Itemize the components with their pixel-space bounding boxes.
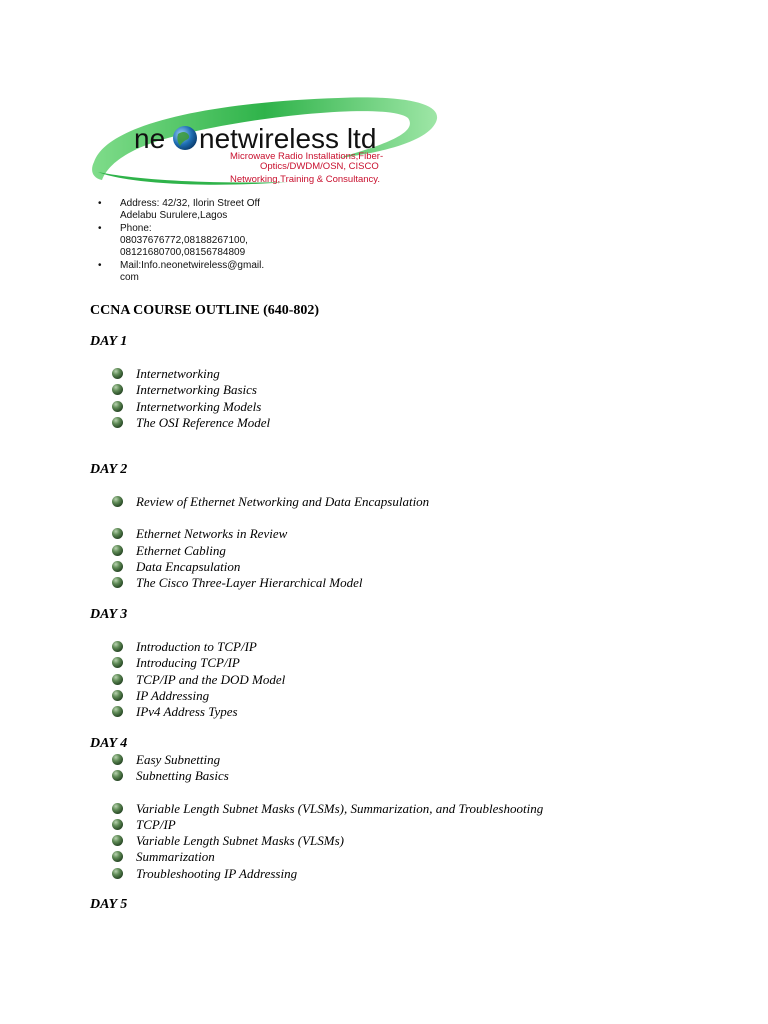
- bullet-icon: [112, 868, 123, 879]
- day-1-topics: [112, 366, 270, 431]
- company-logo: [88, 92, 444, 188]
- list-item: Easy Subnetting: [112, 752, 543, 768]
- day-3-heading: DAY 3: [90, 607, 128, 622]
- day-4-heading: DAY 4: [90, 736, 128, 751]
- list-item: Ethernet Networks in Review: [112, 526, 429, 542]
- bullet-icon: [112, 401, 123, 412]
- bullet-icon: [112, 851, 123, 862]
- bullet-icon: [112, 690, 123, 701]
- logo-name-pre: ne: [134, 123, 166, 154]
- bullet-icon: [112, 545, 123, 556]
- bullet-icon: [112, 770, 123, 781]
- logo-tagline-3: Networking,Training & Consultancy.: [230, 174, 380, 185]
- logo-tagline-1: Microwave Radio Installations,Fiber-: [230, 151, 384, 162]
- list-item: Variable Length Subnet Masks (VLSMs): [112, 833, 543, 849]
- bullet-icon: [112, 674, 123, 685]
- bullet-icon: [112, 417, 123, 428]
- bullet-icon: [112, 835, 123, 846]
- list-item: Data Encapsulation: [112, 559, 429, 575]
- list-item: Internetworking Basics: [112, 382, 270, 398]
- bullet-icon: [112, 803, 123, 814]
- list-item: IPv4 Address Types: [112, 704, 285, 720]
- list-item: Internetworking: [112, 366, 270, 382]
- bullet-icon: [112, 754, 123, 765]
- bullet-icon: [112, 561, 123, 572]
- bullet-icon: [112, 384, 123, 395]
- list-item: Introducing TCP/IP: [112, 655, 285, 671]
- list-item: Variable Length Subnet Masks (VLSMs), Summarization, and Troubleshooting: [112, 801, 543, 817]
- contact-phone: • Phone: 08037676772,08188267100, 08121680700,08156784809: [98, 223, 264, 259]
- bullet-icon: [112, 706, 123, 717]
- list-item: Ethernet Cabling: [112, 543, 429, 559]
- contact-address: • Address: 42/32, Ilorin Street Off Adelabu Surulere,Lagos: [98, 198, 264, 222]
- day-2-topics: [112, 494, 429, 591]
- logo-name-post: netwireless ltd: [199, 123, 377, 154]
- day-1-heading: DAY 1: [90, 334, 128, 349]
- list-item: The OSI Reference Model: [112, 415, 270, 431]
- logo-tagline-2: Optics/DWDM/OSN, CISCO: [260, 161, 379, 172]
- list-item: Troubleshooting IP Addressing: [112, 866, 543, 882]
- bullet-icon: [112, 528, 123, 539]
- page-title: CCNA COURSE OUTLINE (640-802): [90, 303, 320, 318]
- bullet-icon: [112, 577, 123, 588]
- bullet-icon: [112, 819, 123, 830]
- list-item: Review of Ethernet Networking and Data Encapsulation: [112, 494, 429, 510]
- day-4-topics: [112, 752, 543, 882]
- list-item: Summarization: [112, 849, 543, 865]
- list-item: The Cisco Three-Layer Hierarchical Model: [112, 575, 429, 591]
- bullet-icon: [112, 368, 123, 379]
- contact-email: • Mail:Info.neonetwireless@gmail. com: [98, 260, 264, 284]
- bullet-icon: [112, 657, 123, 668]
- list-item: IP Addressing: [112, 688, 285, 704]
- list-item: Introduction to TCP/IP: [112, 639, 285, 655]
- list-item: Internetworking Models: [112, 399, 270, 415]
- list-item: TCP/IP and the DOD Model: [112, 672, 285, 688]
- bullet-icon: [112, 496, 123, 507]
- contact-list: [98, 198, 264, 285]
- day-2-heading: DAY 2: [90, 462, 128, 477]
- day-3-topics: [112, 639, 285, 720]
- list-item: Subnetting Basics: [112, 768, 543, 784]
- bullet-icon: [112, 641, 123, 652]
- day-5-heading: DAY 5: [90, 897, 128, 912]
- list-item: TCP/IP: [112, 817, 543, 833]
